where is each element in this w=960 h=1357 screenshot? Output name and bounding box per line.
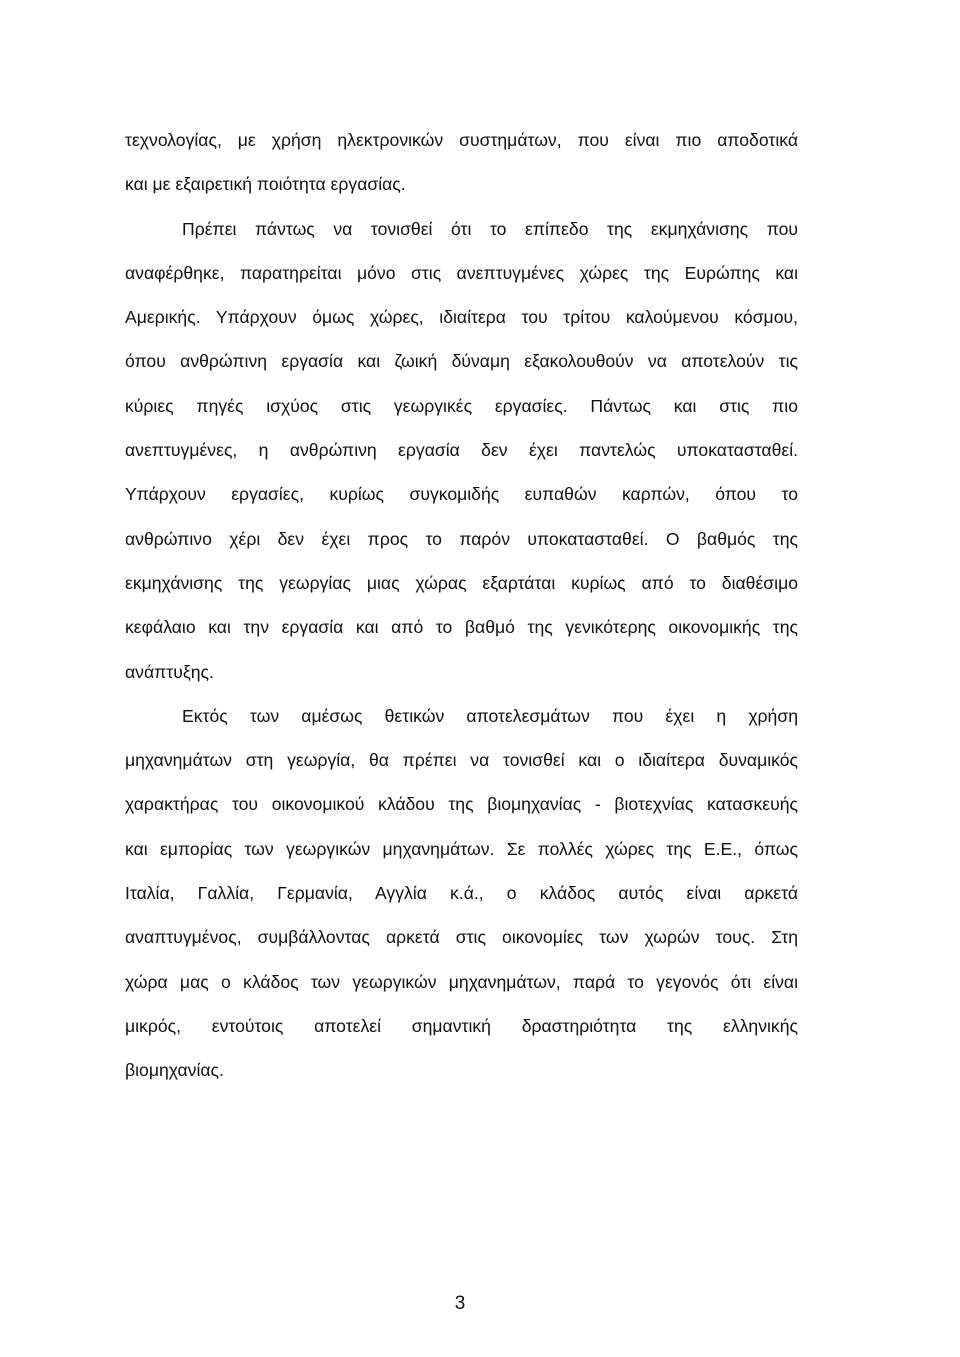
body-text	[125, 125, 798, 1100]
text-line: και εμπορίας των γεωργικών μηχανημάτων. Σε πολλές χώρες της Ε.Ε., όπως	[125, 838, 798, 859]
text-line: μικρός, εντούτοις αποτελεί σημαντική δραστηριότητα της ελληνικής	[125, 1015, 798, 1036]
text-line: όπου ανθρώπινη εργασία και ζωική δύναμη εξακολουθούν να αποτελούν τις	[125, 351, 798, 372]
text-line: και με εξαιρετική ποιότητα εργασίας.	[125, 174, 406, 195]
text-line: βιομηχανίας.	[125, 1060, 224, 1081]
text-line: Ιταλία, Γαλλία, Γερμανία, Αγγλία κ.ά., ο κλάδος αυτός είναι αρκετά	[125, 883, 798, 904]
paragraph	[125, 214, 798, 701]
text-line: κύριες πηγές ισχύος στις γεωργικές εργασίες. Πάντως και στις πιο	[125, 395, 798, 416]
text-line: χώρα μας ο κλάδος των γεωργικών μηχανημάτων, παρά το γεγονός ότι είναι	[125, 971, 798, 992]
text-line: αναπτυγμένος, συμβάλλοντας αρκετά στις οικονομίες των χωρών τους. Στη	[125, 927, 798, 948]
text-line: Υπάρχουν εργασίες, κυρίως συγκομιδής ευπαθών καρπών, όπου το	[125, 484, 798, 505]
text-line: ανθρώπινο χέρι δεν έχει προς το παρόν υποκατασταθεί. Ο βαθμός της	[125, 528, 798, 549]
text-line: εκμηχάνισης της γεωργίας μιας χώρας εξαρτάται κυρίως από το διαθέσιμο	[125, 572, 798, 593]
text-line: Εκτός των αμέσως θετικών αποτελεσμάτων που έχει η χρήση	[182, 705, 798, 726]
text-line: χαρακτήρας του οικονομικού κλάδου της βιομηχανίας - βιοτεχνίας κατασκευής	[125, 794, 798, 815]
text-line: μηχανημάτων στη γεωργία, θα πρέπει να τονισθεί και ο ιδιαίτερα δυναμικός	[125, 750, 798, 771]
text-line: ανεπτυγμένες, η ανθρώπινη εργασία δεν έχει παντελώς υποκατασταθεί.	[125, 440, 798, 461]
paragraph	[125, 701, 798, 1100]
text-line: τεχνολογίας, με χρήση ηλεκτρονικών συστημάτων, που είναι πιο αποδοτικά	[125, 130, 798, 150]
text-line: αναφέρθηκε, παρατηρείται μόνο στις ανεπτυγμένες χώρες της Ευρώπης και	[125, 262, 798, 283]
text-line: κεφάλαιο και την εργασία και από το βαθμό της γενικότερης οικονομικής της	[125, 617, 798, 638]
paragraph	[125, 125, 798, 214]
text-line: ανάπτυξης.	[125, 661, 214, 682]
text-line: Πρέπει πάντως να τονισθεί ότι το επίπεδο της εκμηχάνισης που	[182, 218, 798, 239]
text-line: Αμερικής. Υπάρχουν όμως χώρες, ιδιαίτερα του τρίτου καλούμενου κόσμου,	[125, 307, 798, 328]
page-number: 3	[454, 1293, 466, 1314]
